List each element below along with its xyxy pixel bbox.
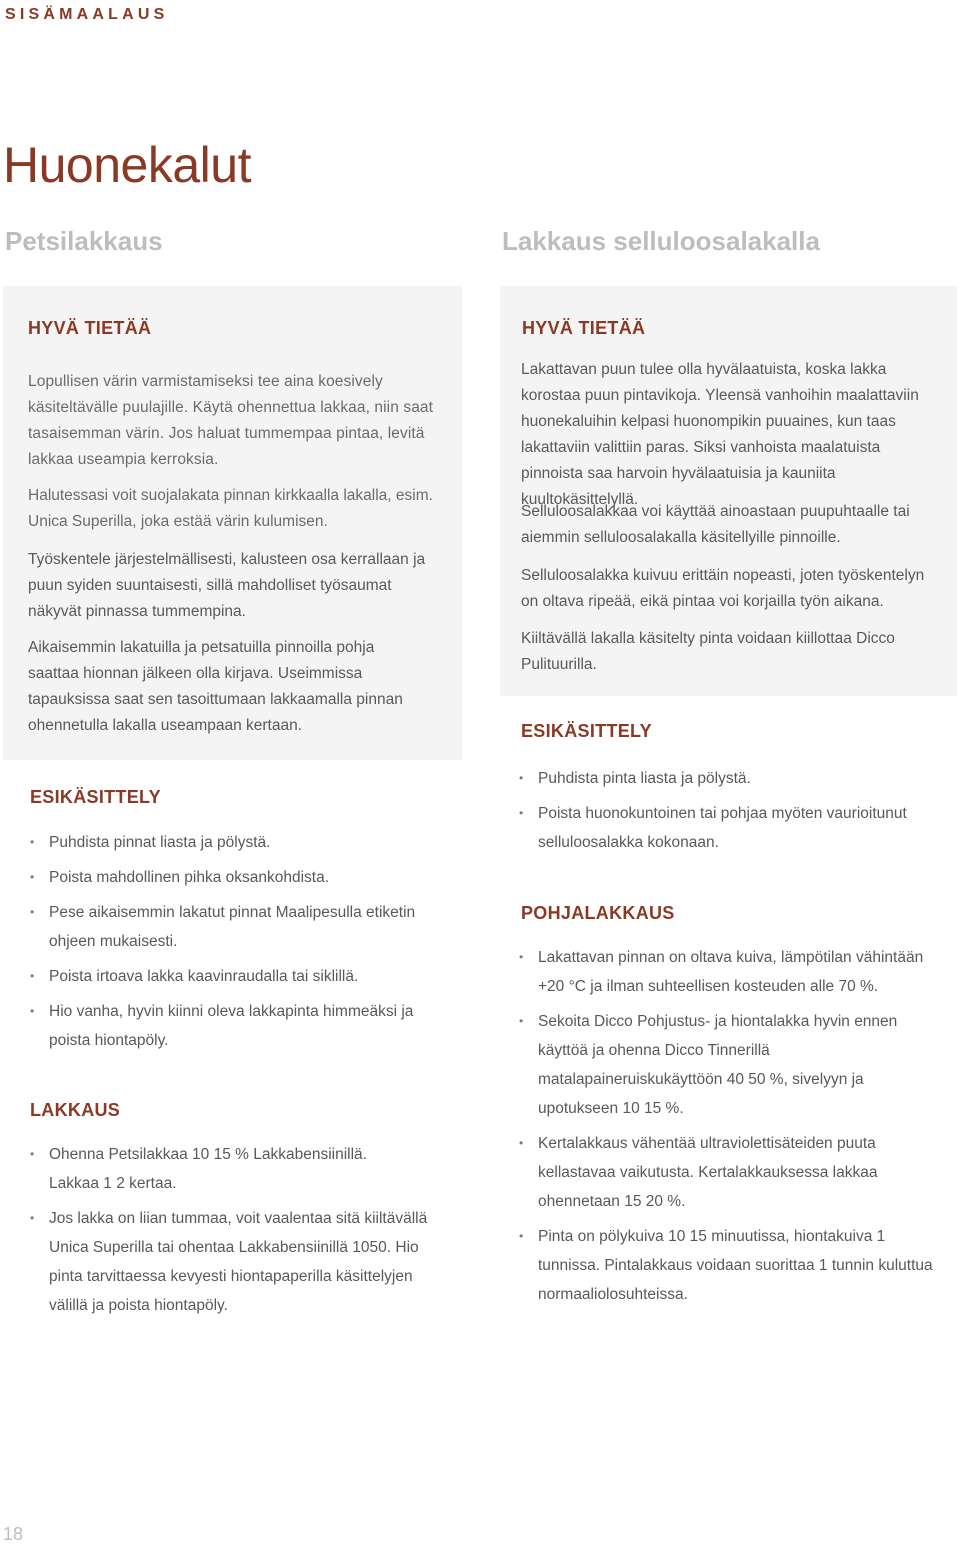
list-item: • Puhdista pinnat liasta ja pölystä. [29, 828, 449, 857]
list-item: • Lakattavan pinnan on oltava kuiva, lämpötilan vähintään +20 °C ja ilman suhteellisen kosteuden alle 70 %. [518, 943, 948, 1001]
pre-list-right [518, 764, 948, 863]
list-item: • Kertalakkaus vähentää ultraviolettisäteiden puuta kellastavaa vaikutusta. Kertalakkauksessa lakkaa ohennetaan 15 20 %. [518, 1129, 948, 1216]
info-paragraph-left-4: Aikaisemmin lakatuilla ja petsatuilla pinnoilla pohja saattaa hionnan jälkeen olla kirjava. Useimmissa tapauksissa saat sen tasoittumaan lakkaamalla pinnan ohennetulla lakalla useampaan kertaan. [28, 639, 403, 734]
pohjalakkaus-heading: POHJALAKKAUS [521, 903, 675, 923]
list-item: • Poista mahdollinen pihka oksankohdista. [29, 863, 449, 892]
pre-list-left [29, 828, 449, 1061]
running-head: SISÄMAALAUS [5, 6, 169, 23]
lakkaus-heading: LAKKAUS [30, 1100, 121, 1120]
info-paragraph-left-1: Lopullisen värin varmistamiseksi tee aina koesively käsiteltävälle puulajille. Käytä ohennettua lakkaa, niin saat tasaisemman värin. Jos haluat tummempaa pintaa, levitä lakkaa useampia kerroksia. [28, 373, 434, 468]
section-title-petsilakkaus: Petsilakkaus [5, 226, 163, 256]
pre-heading-right: ESIKÄSITTELY [521, 721, 652, 741]
page-number: 18 [3, 1524, 24, 1544]
info-paragraph-right-2: Selluloosalakkaa voi käyttää ainoastaan puupuhtaalle tai aiemmin selluloosalakalla käsitellyille pinnoille. [521, 503, 910, 546]
lakkaus-list [29, 1140, 449, 1326]
section-title-selluloosalakka: Lakkaus selluloosalakalla [502, 226, 820, 256]
list-item: • Ohenna Petsilakkaa 10 15 % Lakkabensiinillä. Lakkaa 1 2 kertaa. [29, 1140, 449, 1198]
list-item: • Poista irtoava lakka kaavinraudalla tai siklillä. [29, 962, 449, 991]
info-paragraph-left-3: Työskentele järjestelmällisesti, kalusteen osa kerrallaan ja puun syiden suuntaisesti, sillä mahdolliset työsaumat näkyvät pinnassa tummempina. [28, 551, 426, 620]
pohjalakkaus-list [518, 943, 948, 1315]
info-paragraph-right-4: Kiiltävällä lakalla käsitelty pinta voidaan kiillottaa Dicco Pulituurilla. [521, 630, 895, 673]
list-item: • Pese aikaisemmin lakatut pinnat Maalipesulla etiketin ohjeen mukaisesti. [29, 898, 449, 956]
page-title: Huonekalut [3, 137, 251, 193]
info-paragraph-right-3: Selluloosalakka kuivuu erittäin nopeasti, joten työskentelyn on oltava ripeää, eikä pintaa voi korjailla työn aikana. [521, 567, 925, 610]
info-paragraph-right-1: Lakattavan puun tulee olla hyvälaatuista, koska lakka korostaa puun pintavikoja. Yleensä vanhoihin maalattaviin huonekaluihin kelpasi huonompikin puuaines, kun taas lakattaviin valittiin paras. Siksi vanhoista maalatuista pinnoista saa harvoin hyvälaatuisia ja kauniita kuultokäsittelyllä. [521, 361, 919, 508]
pre-heading-left: ESIKÄSITTELY [30, 787, 161, 807]
list-item: • Poista huonokuntoinen tai pohjaa myöten vaurioitunut selluloosalakka kokonaan. [518, 799, 948, 857]
list-item: • Puhdista pinta liasta ja pölystä. [518, 764, 948, 793]
list-item: • Hio vanha, hyvin kiinni oleva lakkapinta himmeäksi ja poista hiontapöly. [29, 997, 449, 1055]
list-item: • Sekoita Dicco Pohjustus- ja hiontalakka hyvin ennen käyttöä ja ohenna Dicco Tinnerillä matalapaineruiskukäyttöön 40 50 %, sivelyyn ja upotukseen 10 15 %. [518, 1007, 948, 1123]
info-heading-left: HYVÄ TIETÄÄ [28, 318, 152, 338]
info-paragraph-left-2: Halutessasi voit suojalakata pinnan kirkkaalla lakalla, esim. Unica Superilla, joka estää värin kulumisen. [28, 487, 433, 530]
info-heading-right: HYVÄ TIETÄÄ [522, 318, 646, 338]
list-item: • Pinta on pölykuiva 10 15 minuutissa, hiontakuiva 1 tunnissa. Pintalakkaus voidaan suorittaa 1 tunnin kuluttua normaaliolosuhteissa. [518, 1222, 948, 1309]
list-item: • Jos lakka on liian tummaa, voit vaalentaa sitä kiiltävällä Unica Superilla tai ohentaa Lakkabensiinillä 1050. Hio pinta tarvittaessa kevyesti hiontapaperilla käsittelyjen välillä ja poista hiontapöly. [29, 1204, 449, 1320]
